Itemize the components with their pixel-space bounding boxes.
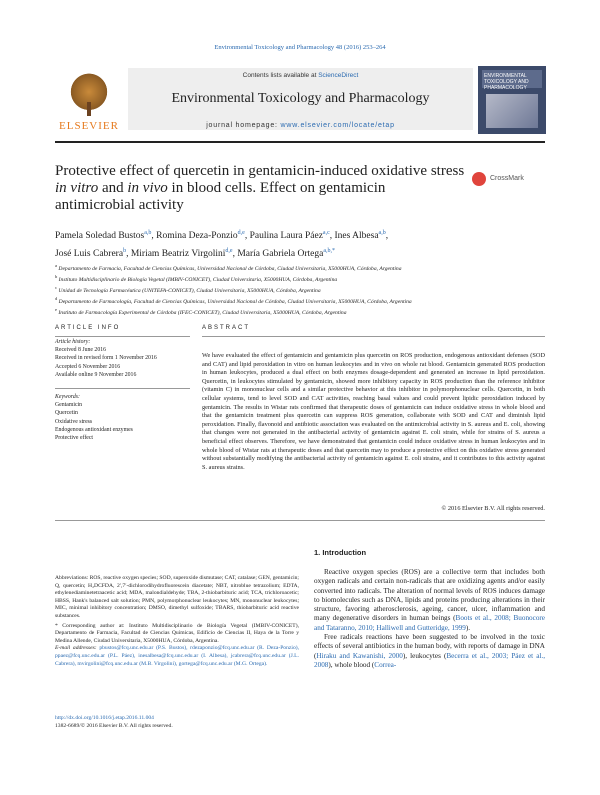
author-name: Romina Deza-Ponzio <box>156 231 238 242</box>
introduction-text <box>314 568 545 670</box>
affiliations <box>55 262 545 317</box>
author-name: Miriam Beatriz Virgolini <box>130 249 226 260</box>
journal-citation[interactable]: Environmental Toxicology and Pharmacology 48 (2016) 253–264 <box>214 44 386 51</box>
doi-link[interactable]: http://dx.doi.org/10.1016/j.etap.2016.11.004 <box>55 715 154 721</box>
abstract-bottom-divider <box>55 520 545 521</box>
citation-link[interactable]: Hiraku and Kawanishi, 2000 <box>316 651 403 660</box>
author-list: Pamela Soledad Bustos$^{a,b}$, Romina Deza-Ponzio$^{d,e}$, Paulina Laura Páez$^{a,c}$, Ines Albesa$^{a,b}$, José Luis Cabrera$^b$, Miriam Beatriz Virgolini$^{d,e}$, María Gabriela Ortega$^{a,b,*}$ <box>55 230 389 260</box>
corresponding-note: * Corresponding author at: Instituto Multidisciplinario de Biología Vegetal (IMBIV-CONICET), Departamento de Farmacia, Facultad de Ciencias Químicas, Edificio de Ciencias II, Haya de la Torre y Medina Allende, Ciudad Universitaria, X5000HUA, Córdoba, Argentina. <box>55 622 299 644</box>
affiliation: $^a$ Departamento de Farmacia, Facultad de Ciencias Químicas, Universidad Nacional de Córdoba, Ciudad Universitaria, X5000HUA, Córdoba, Argentina <box>55 263 402 272</box>
contents-prefix: Contents lists available at <box>242 72 317 79</box>
elsevier-logo <box>55 68 123 136</box>
abstract-divider <box>202 336 545 337</box>
keyword: Protective effect <box>55 435 94 442</box>
homepage-prefix: journal homepage: <box>206 122 278 129</box>
author-name: Paulina Laura Páez <box>249 231 323 242</box>
article-info-heading: ARTICLE INFO <box>55 325 121 331</box>
publisher-logo-text: ELSEVIER <box>59 120 119 132</box>
affiliation: $^e$ Instituto de Farmacología Experimental de Córdoba (IFEC-CONICET), Ciudad Universitaria, X5000HUA, Córdoba, Argentina <box>55 307 347 317</box>
sciencedirect-link[interactable]: ScienceDirect <box>318 72 359 79</box>
keyword: Oxidative stress <box>55 418 93 425</box>
journal-homepage <box>128 122 473 129</box>
elsevier-tree-icon <box>67 72 111 116</box>
article-title: Protective effect of quercetin in gentamicin-induced oxidative stress in vitro and in vivo in blood cells. Effect on gentamicin antimicrobial activity <box>55 163 465 213</box>
crossmark-icon <box>472 172 486 186</box>
citation-link[interactable]: Boots et al., 2008; Buonocore and Tataranno, 2010; Halliwell and Gutteridge, 1999 <box>314 614 545 632</box>
doi-block <box>55 714 299 730</box>
citation-link[interactable]: Becerra et al., 2003; Páez et al., 2008 <box>314 651 545 669</box>
citation-link[interactable]: Correa- <box>374 660 397 669</box>
issn-line: 1382-6689/© 2016 Elsevier B.V. All rights reserved. <box>55 723 173 729</box>
history-item: Received in revised form 1 November 2016 <box>55 355 157 362</box>
email-note <box>55 645 299 668</box>
history-item: Available online 9 November 2016 <box>55 371 137 378</box>
author-sup[interactable]: a,b <box>144 230 152 236</box>
history-item: Received 8 June 2016 <box>55 347 107 354</box>
abbreviations-note: Abbreviations: ROS, reactive oxygen species; SOD, superoxide dismutase; CAT, catalase; GEN, gentamicin; Q, quercetin; H₂DCFDA, 2′,7′-dichlorodihydrofluorescein diacetate; NBT, nitroblue tetrazolium; EDTA, ethylenediaminetetraacetic acid; MDA, malondialdehyde; TBA, 2-thiobarbituric acid; TCA, trichloroacetic; HBSS, Hank's balanced salt solution; PMN, polymorphonuclear leukocytes; MN, mononuclear leukocytes; MIC, minimal inhibitory concentration; DMSO, dimethyl sulfoxide; TBARS, thiobarbituric acid reactive substances. <box>55 575 299 619</box>
article-history <box>55 338 190 379</box>
header-divider <box>55 141 545 143</box>
keywords <box>55 393 190 442</box>
keywords-divider <box>55 388 190 389</box>
author-name: Ines Albesa <box>334 231 379 242</box>
author-sup[interactable]: a,b <box>378 230 386 236</box>
abstract-text: We have evaluated the effect of gentamicin and gentamicin plus quercetin on ROS production, endogenous antioxidant defenses (SOD and CAT) and lipid peroxidation in vitro on human leukocytes and in vivo on whole rat blood. Gentamicin generated ROS production in human leukocytes, produced a dual effect on both enzymes dosage-dependent and generated an increase in lipid peroxidation. Quercetin, in leukocytes stimulated by gentamicin, showed more inhibitory capacity in ROS production than the reference inhibitor (vitamin C) in mononuclear cells and a similar protective behavior at this inhibitor in polymorphonuclear cells. Quercetin, in both cellular systems, tend to level SOD and CAT activities, reaching basal values and could prevent lipidic peroxidation induced by gentamicin. The results in Wistar rats confirmed that therapeutic doses of gentamicin can induce oxidative stress in whole blood and that the gentamicin treatment plus quercetin can suppress ROS generation, collaborate with SOD and CAT and diminish lipid peroxidation. Finally, flavonoid and antibiotic association was evaluated on the antimicrobial activity in S. aureus and E. coli, showing that changes were not generated in the antibacterial activity of gentamicin against E. coli strain, while for strains of S. aureus a beneficial effect observes. Therefore, we have demonstrated that gentamicin could induce oxidative stress in human leukocytes and in whole blood of Wistar rats at therapeutic doses and that quercetin may to produce a protective effect on this oxidative stress generated without substantially modifying the antibacterial activity of gentamicin against E. coli strains, and it contributes to this activity against S. aureus strains. <box>202 352 545 471</box>
abstract-heading: ABSTRACT <box>202 325 251 331</box>
author-sup[interactable]: a,c <box>322 230 330 236</box>
intro-paragraph: Free radicals reactions have been suggested to be involved in the toxic effects of several antibiotics in the human body, with reports of damage in DNA (Hiraku and Kawanishi, 2000), leukocytes (Becerra et al., 2003; Páez et al., 2008), whole blood (Correa- <box>314 633 545 669</box>
history-item: Accepted 6 November 2016 <box>55 363 121 370</box>
author-name: María Gabriela Ortega <box>237 249 324 260</box>
email-links[interactable]: pbustos@fcq.unc.edu.ar (P.S. Bustos), rdezaponzio@fcq.unc.edu.ar (R. Deza-Ponzio), ppaez@fcq.unc.edu.ar (P.L. Páez), inesalbesa@fcq.unc.edu.ar (I. Albesa), jcabrera@fcq.unc.edu.ar (J.L. Cabrera), mvirgolini@fcq.unc.edu.ar (M.B. Virgolini), gortega@fcq.unc.edu.ar (M.G. Ortega). <box>55 645 299 667</box>
journal-cover-image <box>478 66 546 134</box>
author-sup[interactable]: b <box>123 248 127 255</box>
author-sup[interactable]: a,b,* <box>323 248 335 255</box>
keyword: Endogenous antioxidant enzymes <box>55 426 133 433</box>
affiliation: $^b$ Instituto Multidisciplinario de Biología Vegetal (IMBIV-CONICET), Ciudad Universitaria, X5000HUA, Córdoba, Argentina <box>55 274 338 283</box>
cover-art <box>486 94 538 128</box>
keywords-label: Keywords: <box>55 394 80 400</box>
journal-title: Environmental Toxicology and Pharmacology <box>171 91 430 106</box>
affiliation: $^d$ Departamento de Farmacología, Facultad de Ciencias Químicas, Universidad Nacional de Córdoba, Ciudad Universitaria, X5000HUA, Córdoba, Argentina <box>55 296 412 306</box>
keyword: Gentamicin <box>55 402 83 409</box>
author-sup[interactable]: d,e <box>225 248 233 255</box>
intro-paragraph: Reactive oxygen species (ROS) are a collective term that includes both oxygen radicals and certain non-radicals that are oxidizing agents and/or easily converted into radicals. The alteration of normal levels of ROS induces damage to biomolecules such as DNA, lipids and proteins producing alterations in their structure, favoring atherosclerosis, ageing, cancer, ulcer, inflammation and many degenerative disorders in human beings (Boots et al., 2008; Buonocore and Tataranno, 2010; Halliwell and Gutteridge, 1999). <box>314 568 545 632</box>
author-name: Pamela Soledad Bustos <box>55 231 145 242</box>
keyword: Quercetin <box>55 410 78 417</box>
author-name: José Luis Cabrera <box>55 249 124 260</box>
crossmark-label: CrossMark <box>490 175 524 182</box>
affiliation: $^c$ Unidad de Tecnología Farmacéutica (UNITEFA-CONICET), Ciudad Universitaria, X5000HUA, Córdoba, Argentina <box>55 285 321 294</box>
crossmark-badge[interactable] <box>472 171 546 189</box>
email-label: E-mail addresses: <box>55 645 97 652</box>
history-label: Article history: <box>55 339 91 345</box>
footnotes <box>55 575 299 668</box>
info-divider <box>55 336 190 337</box>
section-heading-introduction: 1. Introduction <box>314 548 367 557</box>
cover-title: ENVIRONMENTAL TOXICOLOGY AND PHARMACOLOGY <box>484 73 529 91</box>
contents-line <box>128 72 473 79</box>
abstract-copyright: © 2016 Elsevier B.V. All rights reserved. <box>441 505 545 512</box>
homepage-link[interactable]: www.elsevier.com/locate/etap <box>280 122 395 129</box>
author-sup[interactable]: d,e <box>237 230 245 236</box>
